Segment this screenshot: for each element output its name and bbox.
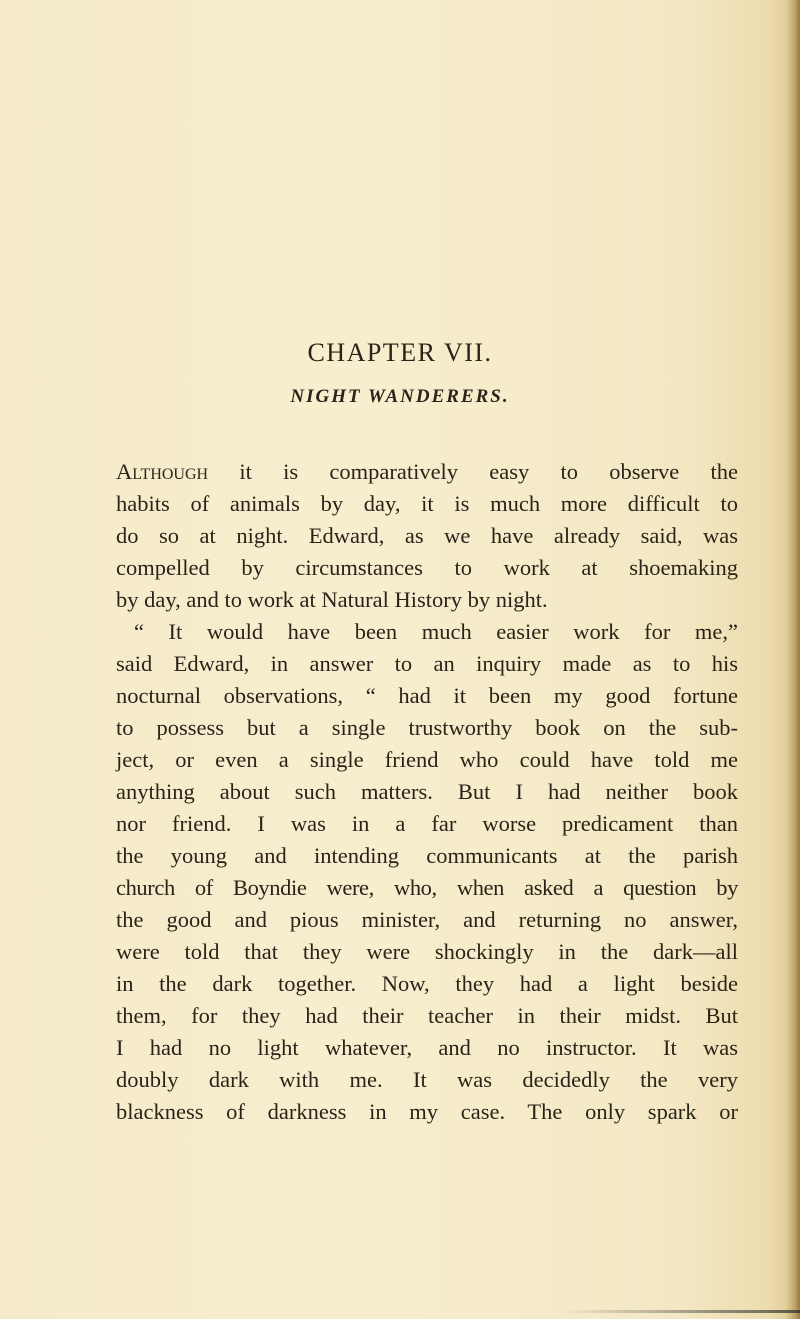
text-line: the young and intending communicants at the parish — [116, 843, 738, 868]
text-line: church of Boyndie were, who, when asked a question by — [116, 875, 738, 900]
chapter-title: CHAPTER VII. — [307, 338, 493, 367]
text-line: doubly dark with me. It was decidedly the very — [116, 1067, 738, 1092]
text-line: nor friend. I was in a far worse predicament than — [116, 811, 738, 836]
bottom-edge-mark — [560, 1310, 800, 1313]
text-line: by day, and to work at Natural History by night. — [116, 587, 548, 612]
text-line: were told that they were shockingly in the dark—all — [116, 939, 738, 964]
chapter-subtitle: NIGHT WANDERERS. — [290, 386, 510, 407]
page-edge-shadow — [786, 0, 800, 1319]
text-line: “ It would have been much easier work for me,” — [134, 619, 738, 644]
text-line: said Edward, in answer to an inquiry made as to his — [116, 651, 738, 676]
text-line — [116, 456, 738, 488]
text-line: I had no light whatever, and no instructor. It was — [116, 1035, 738, 1060]
text-line: ject, or even a single friend who could have told me — [116, 747, 738, 772]
text-line: blackness of darkness in my case. The only spark or — [116, 1099, 738, 1124]
text-line: do so at night. Edward, as we have already said, was — [116, 523, 738, 548]
text-line: compelled by circumstances to work at shoemaking — [116, 555, 738, 580]
body-text — [116, 456, 738, 1128]
text-line: to possess but a single trustworthy book on the sub- — [116, 715, 738, 740]
text-line-rest: it is comparatively easy to observe the — [208, 459, 738, 484]
text-line: in the dark together. Now, they had a light beside — [116, 971, 738, 996]
text-line: them, for they had their teacher in their midst. But — [116, 1003, 738, 1028]
text-line: nocturnal observations, “ had it been my good fortune — [116, 683, 738, 708]
text-line: habits of animals by day, it is much more difficult to — [116, 491, 738, 516]
first-word: Although — [116, 459, 209, 484]
text-line: anything about such matters. But I had neither book — [116, 779, 738, 804]
text-line: the good and pious minister, and returning no answer, — [116, 907, 738, 932]
